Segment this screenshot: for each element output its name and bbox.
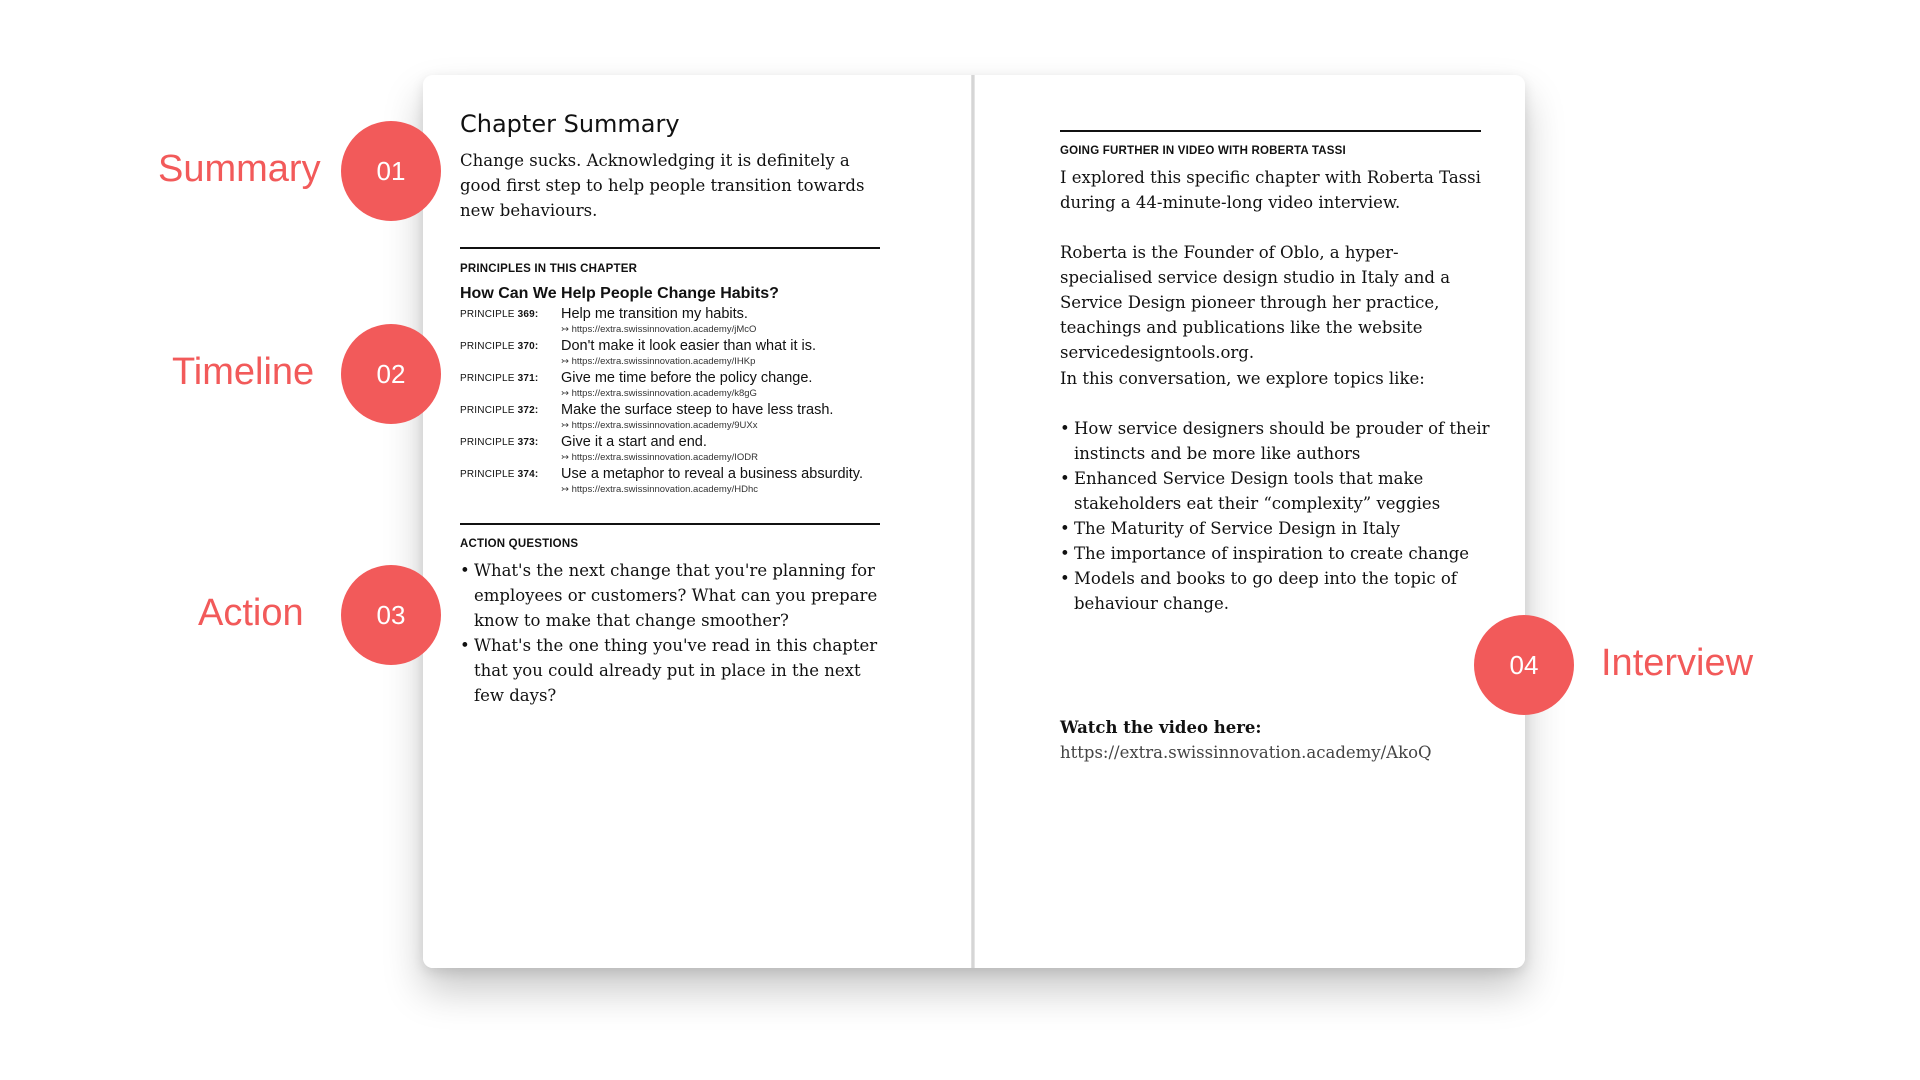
topic-item: • The importance of inspiration to create change: [1060, 541, 1490, 566]
topic-item: • Models and books to go deep into the topic of behaviour change.: [1060, 566, 1490, 616]
left-page: [423, 75, 973, 968]
principle-label: PRINCIPLE 370:: [460, 341, 539, 352]
divider: [1060, 130, 1481, 132]
annotation-badge-01: 01: [341, 121, 441, 221]
watch-video-label: Watch the video here:: [1060, 718, 1262, 737]
principles-list: [460, 306, 880, 498]
action-questions-list: [460, 558, 885, 708]
topic-item: • Enhanced Service Design tools that make stakeholders eat their “complexity” veggies: [1060, 466, 1490, 516]
principles-heading: PRINCIPLES IN THIS CHAPTER: [460, 263, 638, 275]
principle-item: [460, 434, 880, 466]
principle-link[interactable]: ↣ https://extra.swissinnovation.academy/k8gG: [561, 388, 757, 399]
annotation-label-action: Action: [198, 592, 304, 634]
principle-item: [460, 466, 880, 498]
annotation-label-summary: Summary: [158, 148, 321, 190]
principle-link[interactable]: ↣ https://extra.swissinnovation.academy/9UXx: [561, 420, 758, 431]
annotation-badge-02: 02: [341, 324, 441, 424]
principle-label: PRINCIPLE 372:: [460, 405, 539, 416]
principle-link[interactable]: ↣ https://extra.swissinnovation.academy/HDhc: [561, 484, 758, 495]
principle-text: Give me time before the policy change.: [561, 370, 813, 386]
video-heading: GOING FURTHER IN VIDEO WITH ROBERTA TASSI: [1060, 145, 1346, 157]
action-question: • What's the next change that you're planning for employees or customers? What can you prepare know to make that change smoother?: [460, 558, 885, 633]
annotation-badge-04: 04: [1474, 615, 1574, 715]
principle-text: Help me transition my habits.: [561, 306, 748, 322]
topics-list: [1060, 416, 1490, 616]
principle-link[interactable]: ↣ https://extra.swissinnovation.academy/IODR: [561, 452, 758, 463]
video-intro-text: I explored this specific chapter with Roberta Tassi during a 44-minute-long video interview.: [1060, 168, 1481, 212]
annotation-badge-03: 03: [341, 565, 441, 665]
principle-label: PRINCIPLE 373:: [460, 437, 539, 448]
book-gutter: [971, 75, 975, 968]
topic-item: • How service designers should be prouder of their instincts and be more like authors: [1060, 416, 1490, 466]
chapter-summary-text: Change sucks. Acknowledging it is definitely a good first step to help people transition towards new behaviours.: [460, 151, 865, 220]
action-question: • What's the one thing you've read in this chapter that you could already put in place in the next few days?: [460, 633, 885, 708]
principle-item: [460, 402, 880, 434]
divider: [460, 247, 880, 249]
topic-item: • The Maturity of Service Design in Italy: [1060, 516, 1490, 541]
principle-label: PRINCIPLE 374:: [460, 469, 539, 480]
annotation-label-interview: Interview: [1601, 642, 1754, 684]
principle-link[interactable]: ↣ https://extra.swissinnovation.academy/jMcO: [561, 324, 757, 335]
principles-question: How Can We Help People Change Habits?: [460, 285, 779, 302]
open-book: [423, 75, 1525, 968]
principle-item: [460, 370, 880, 402]
principle-item: [460, 306, 880, 338]
divider: [460, 523, 880, 525]
principle-text: Use a metaphor to reveal a business absurdity.: [561, 466, 863, 482]
guest-bio-text: Roberta is the Founder of Oblo, a hyper-specialised service design studio in Italy and a Service Design pioneer through her practice, teachings and publications like the website servicedesigntools.org.: [1060, 243, 1451, 362]
principle-text: Don't make it look easier than what it is.: [561, 338, 817, 354]
annotation-label-timeline: Timeline: [172, 351, 315, 393]
principle-item: [460, 338, 880, 370]
action-questions-heading: ACTION QUESTIONS: [460, 538, 579, 550]
principle-label: PRINCIPLE 369:: [460, 309, 539, 320]
principle-label: PRINCIPLE 371:: [460, 373, 539, 384]
chapter-title: Chapter Summary: [460, 110, 680, 138]
principle-text: Make the surface steep to have less trash.: [561, 402, 834, 418]
principle-link[interactable]: ↣ https://extra.swissinnovation.academy/IHKp: [561, 356, 756, 367]
principle-text: Give it a start and end.: [561, 434, 707, 450]
topics-intro-text: In this conversation, we explore topics like:: [1060, 369, 1425, 388]
watch-video-link[interactable]: https://extra.swissinnovation.academy/AkoQ: [1060, 743, 1432, 762]
